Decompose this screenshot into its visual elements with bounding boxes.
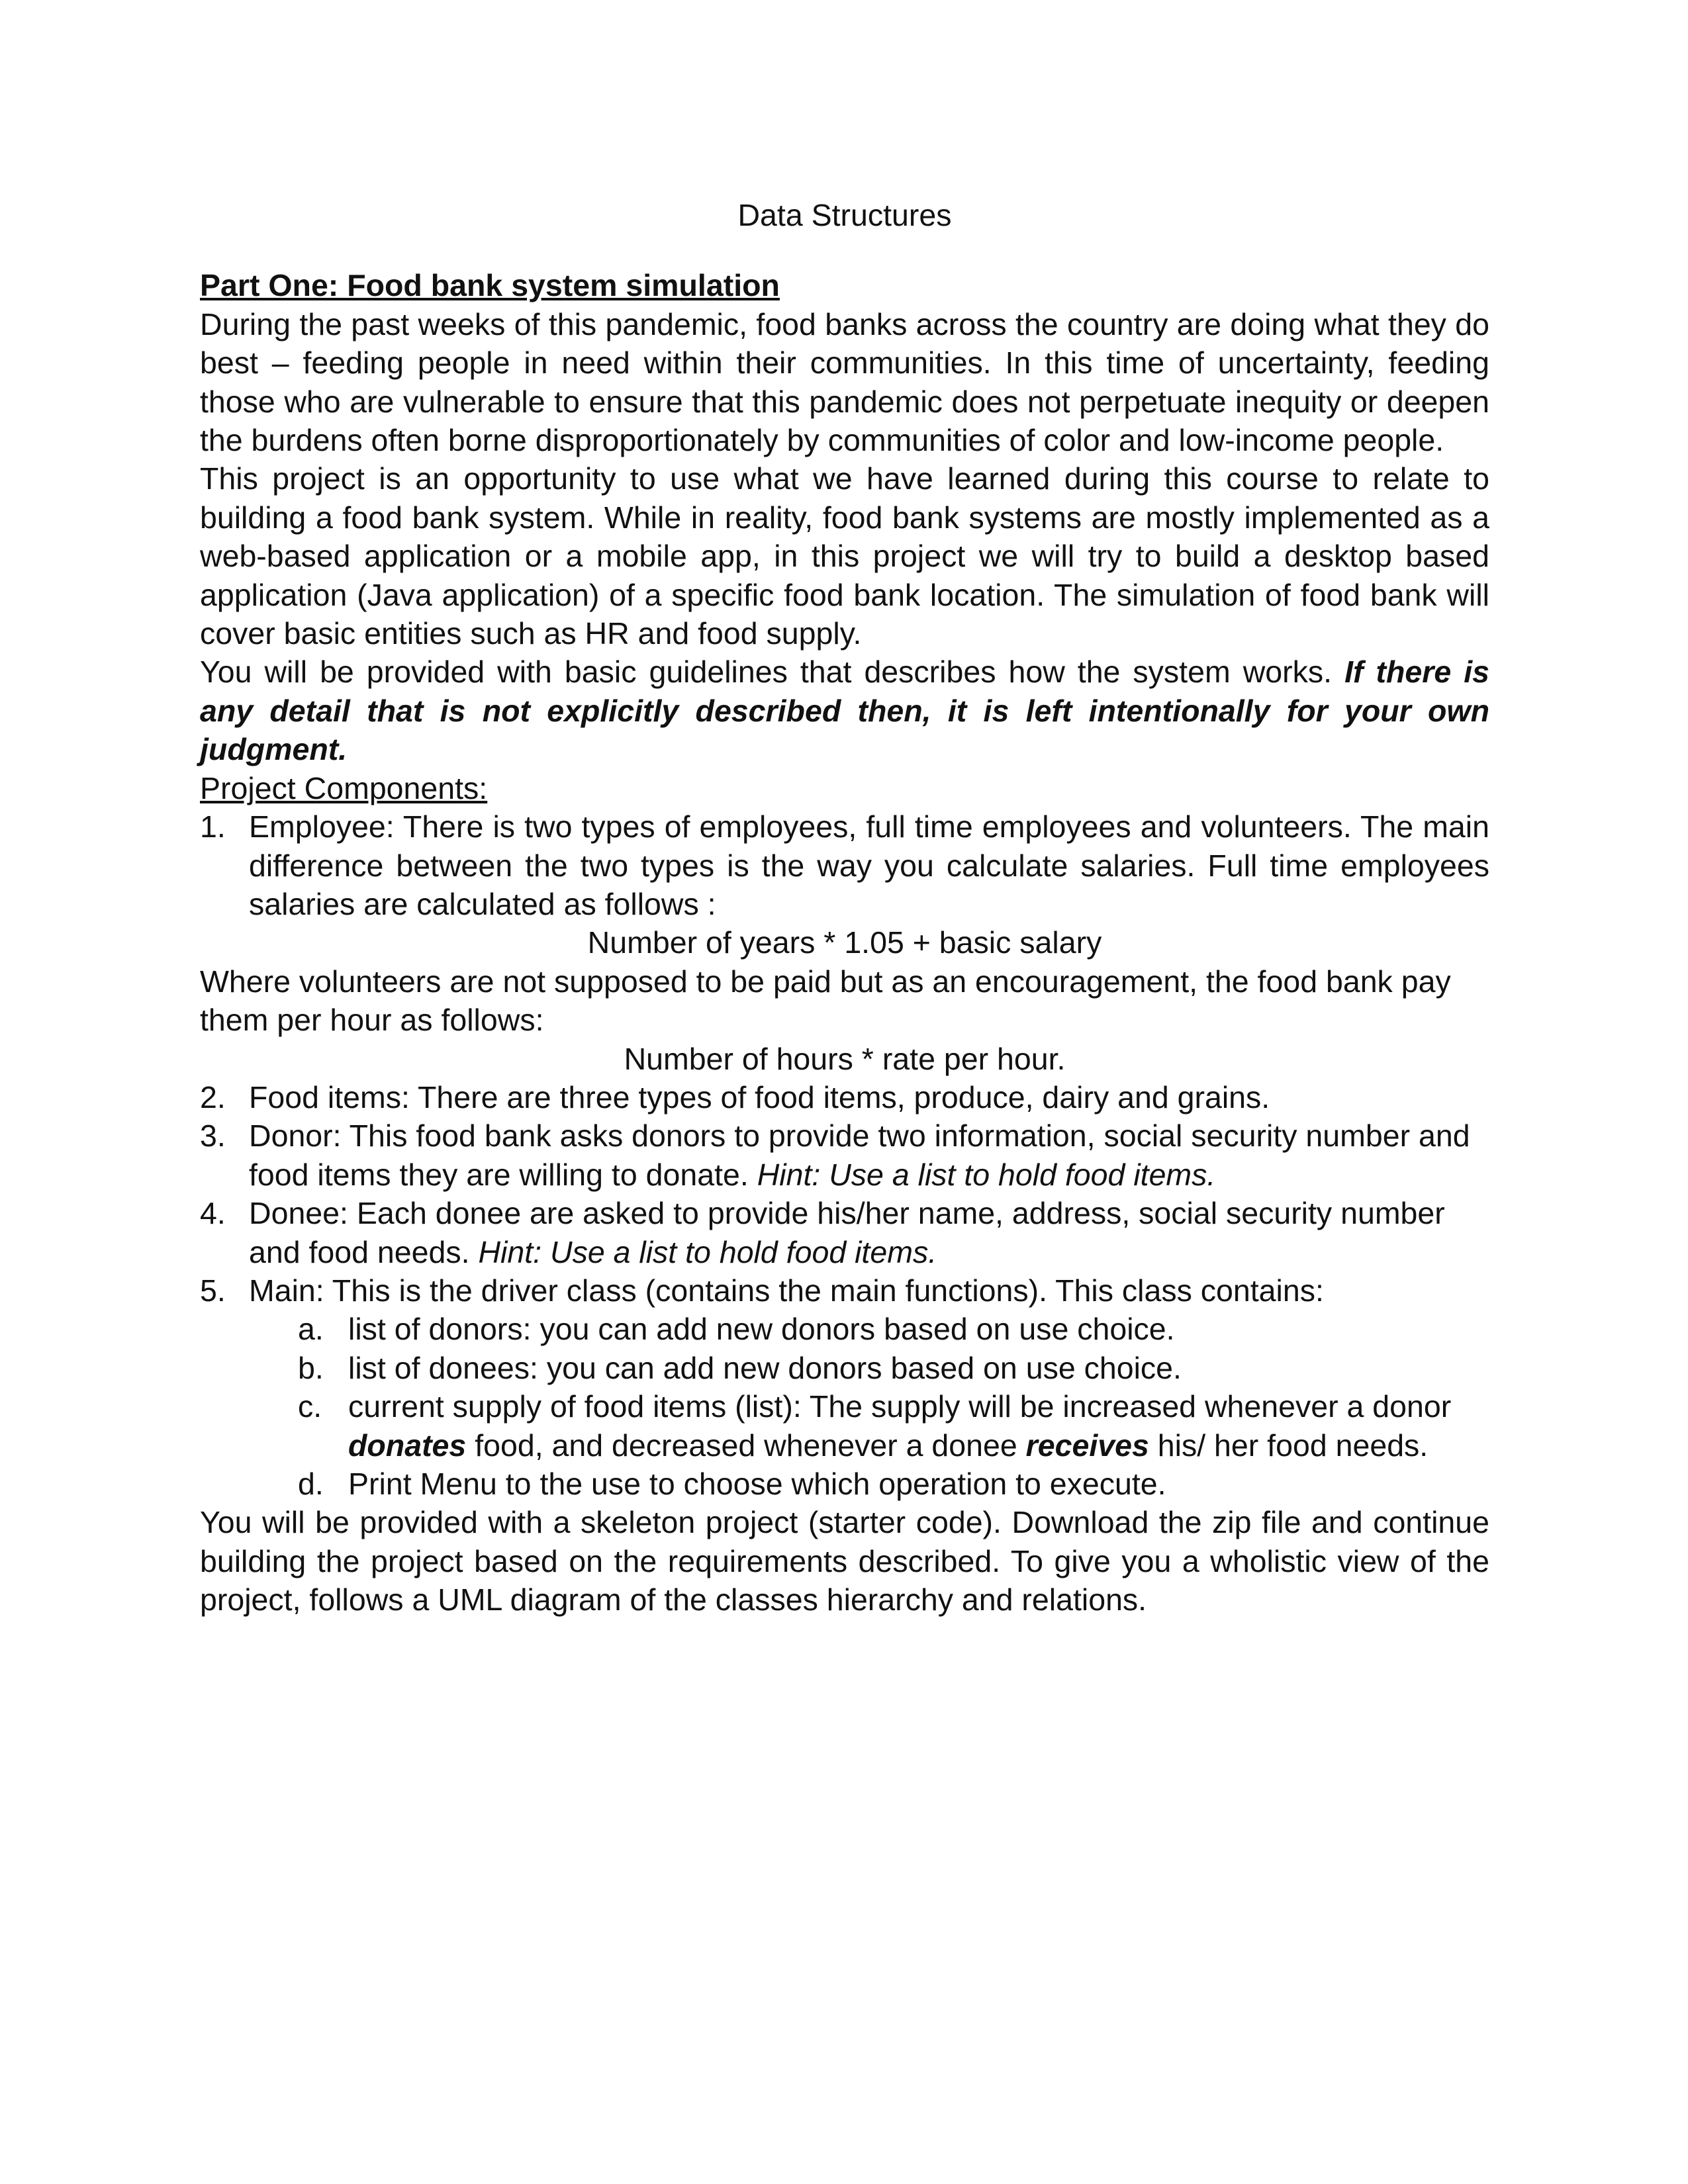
- donee-text: Donee: Each donee are asked to provide his/her name, address, social security number and food needs.: [249, 1196, 1445, 1269]
- list-item-employee: [200, 807, 1489, 923]
- guidelines-lead: You will be provided with basic guidelines that describes how the system works.: [200, 655, 1345, 690]
- part-heading: Part One: Food bank system simulation: [200, 268, 780, 303]
- list-item-food-items: [200, 1078, 1489, 1116]
- donee-body: [249, 1194, 1489, 1271]
- supply-text-3: his/ her food needs.: [1149, 1428, 1429, 1463]
- main-text: Main: This is the driver class (contains the main functions). This class contains:: [249, 1273, 1324, 1308]
- sub-item-text: list of donors: you can add new donors based on use choice.: [348, 1312, 1175, 1347]
- donor-text: Donor: This food bank asks donors to provide two information, social security number and food items they are willing to donate.: [249, 1118, 1470, 1192]
- list-number: 4.: [200, 1196, 226, 1231]
- sub-letter: a.: [298, 1312, 324, 1347]
- donee-hint: Hint: Use a list to hold food items.: [478, 1234, 937, 1269]
- sub-item-print-menu: [200, 1465, 1489, 1503]
- guidelines-paragraph: [200, 653, 1489, 768]
- salary-formula: Number of years * 1.05 + basic salary: [587, 925, 1102, 960]
- supply-text-2: food, and decreased whenever a donee: [466, 1428, 1026, 1463]
- sub-item-text: list of donees: you can add new donors based on use choice.: [348, 1350, 1182, 1385]
- sub-letter: c.: [298, 1389, 322, 1424]
- list-item-main: [200, 1271, 1489, 1310]
- project-paragraph: This project is an opportunity to use what we have learned during this course to relate to building a food bank system. While in reality, food bank systems are mostly implemented as a web-based application or a mobile app, in this project we will try to build a desktop based application (Java application) of a specific food bank location. The simulation of food bank will cover basic entities such as HR and food supply.: [200, 461, 1489, 651]
- list-number: 1.: [200, 809, 226, 844]
- sub-item-body: [348, 1387, 1489, 1465]
- sub-letter: d.: [298, 1467, 324, 1501]
- list-item-donor: [200, 1116, 1489, 1194]
- supply-text-1: current supply of food items (list): The supply will be increased whenever a donor: [348, 1389, 1452, 1424]
- sub-item-text: Print Menu to the use to choose which operation to execute.: [348, 1467, 1166, 1501]
- components-heading: Project Components:: [200, 770, 488, 805]
- donor-hint: Hint: Use a list to hold food items.: [757, 1157, 1216, 1192]
- hourly-formula: Number of hours * rate per hour.: [624, 1041, 1066, 1076]
- volunteer-text: Where volunteers are not supposed to be paid but as an encouragement, the food bank pay them per hour as follows:: [200, 964, 1451, 1038]
- donor-body: [249, 1116, 1489, 1194]
- list-number: 5.: [200, 1273, 226, 1308]
- supply-bold-donates: donates: [348, 1428, 467, 1463]
- guidelines-emphasis: If there is any detail that is not explicitly described then, it is left intentionally for your own judgment.: [200, 655, 1489, 767]
- document-page: [200, 196, 1489, 1619]
- sub-letter: b.: [298, 1350, 324, 1385]
- closing-paragraph: You will be provided with a skeleton project (starter code). Download the zip file and continue building the project based on the requirements described. To give you a wholistic view of the project, follows a UML diagram of the classes hierarchy and relations.: [200, 1505, 1489, 1617]
- document-title: Data Structures: [737, 198, 952, 232]
- supply-bold-receives: receives: [1025, 1428, 1149, 1463]
- sub-item-food-supply: [200, 1387, 1489, 1465]
- list-item-donee: [200, 1194, 1489, 1271]
- intro-paragraph: During the past weeks of this pandemic, food banks across the country are doing what they do best – feeding people in need within their communities. In this time of uncertainty, feeding those who are vulnerable to ensure that this pandemic does not perpetuate inequity or deepen the burdens often borne disproportionately by communities of color and low-income people.: [200, 306, 1489, 458]
- sub-item-donees-list: [200, 1349, 1489, 1387]
- list-number: 2.: [200, 1079, 226, 1115]
- food-items-text: Food items: There are three types of food items, produce, dairy and grains.: [249, 1079, 1270, 1115]
- list-number: 3.: [200, 1118, 226, 1154]
- employee-text: Employee: There is two types of employees, full time employees and volunteers. The main difference between the two types is the way you calculate salaries. Full time employees salaries are calculated as follows :: [249, 809, 1489, 921]
- sub-item-donors-list: [200, 1310, 1489, 1348]
